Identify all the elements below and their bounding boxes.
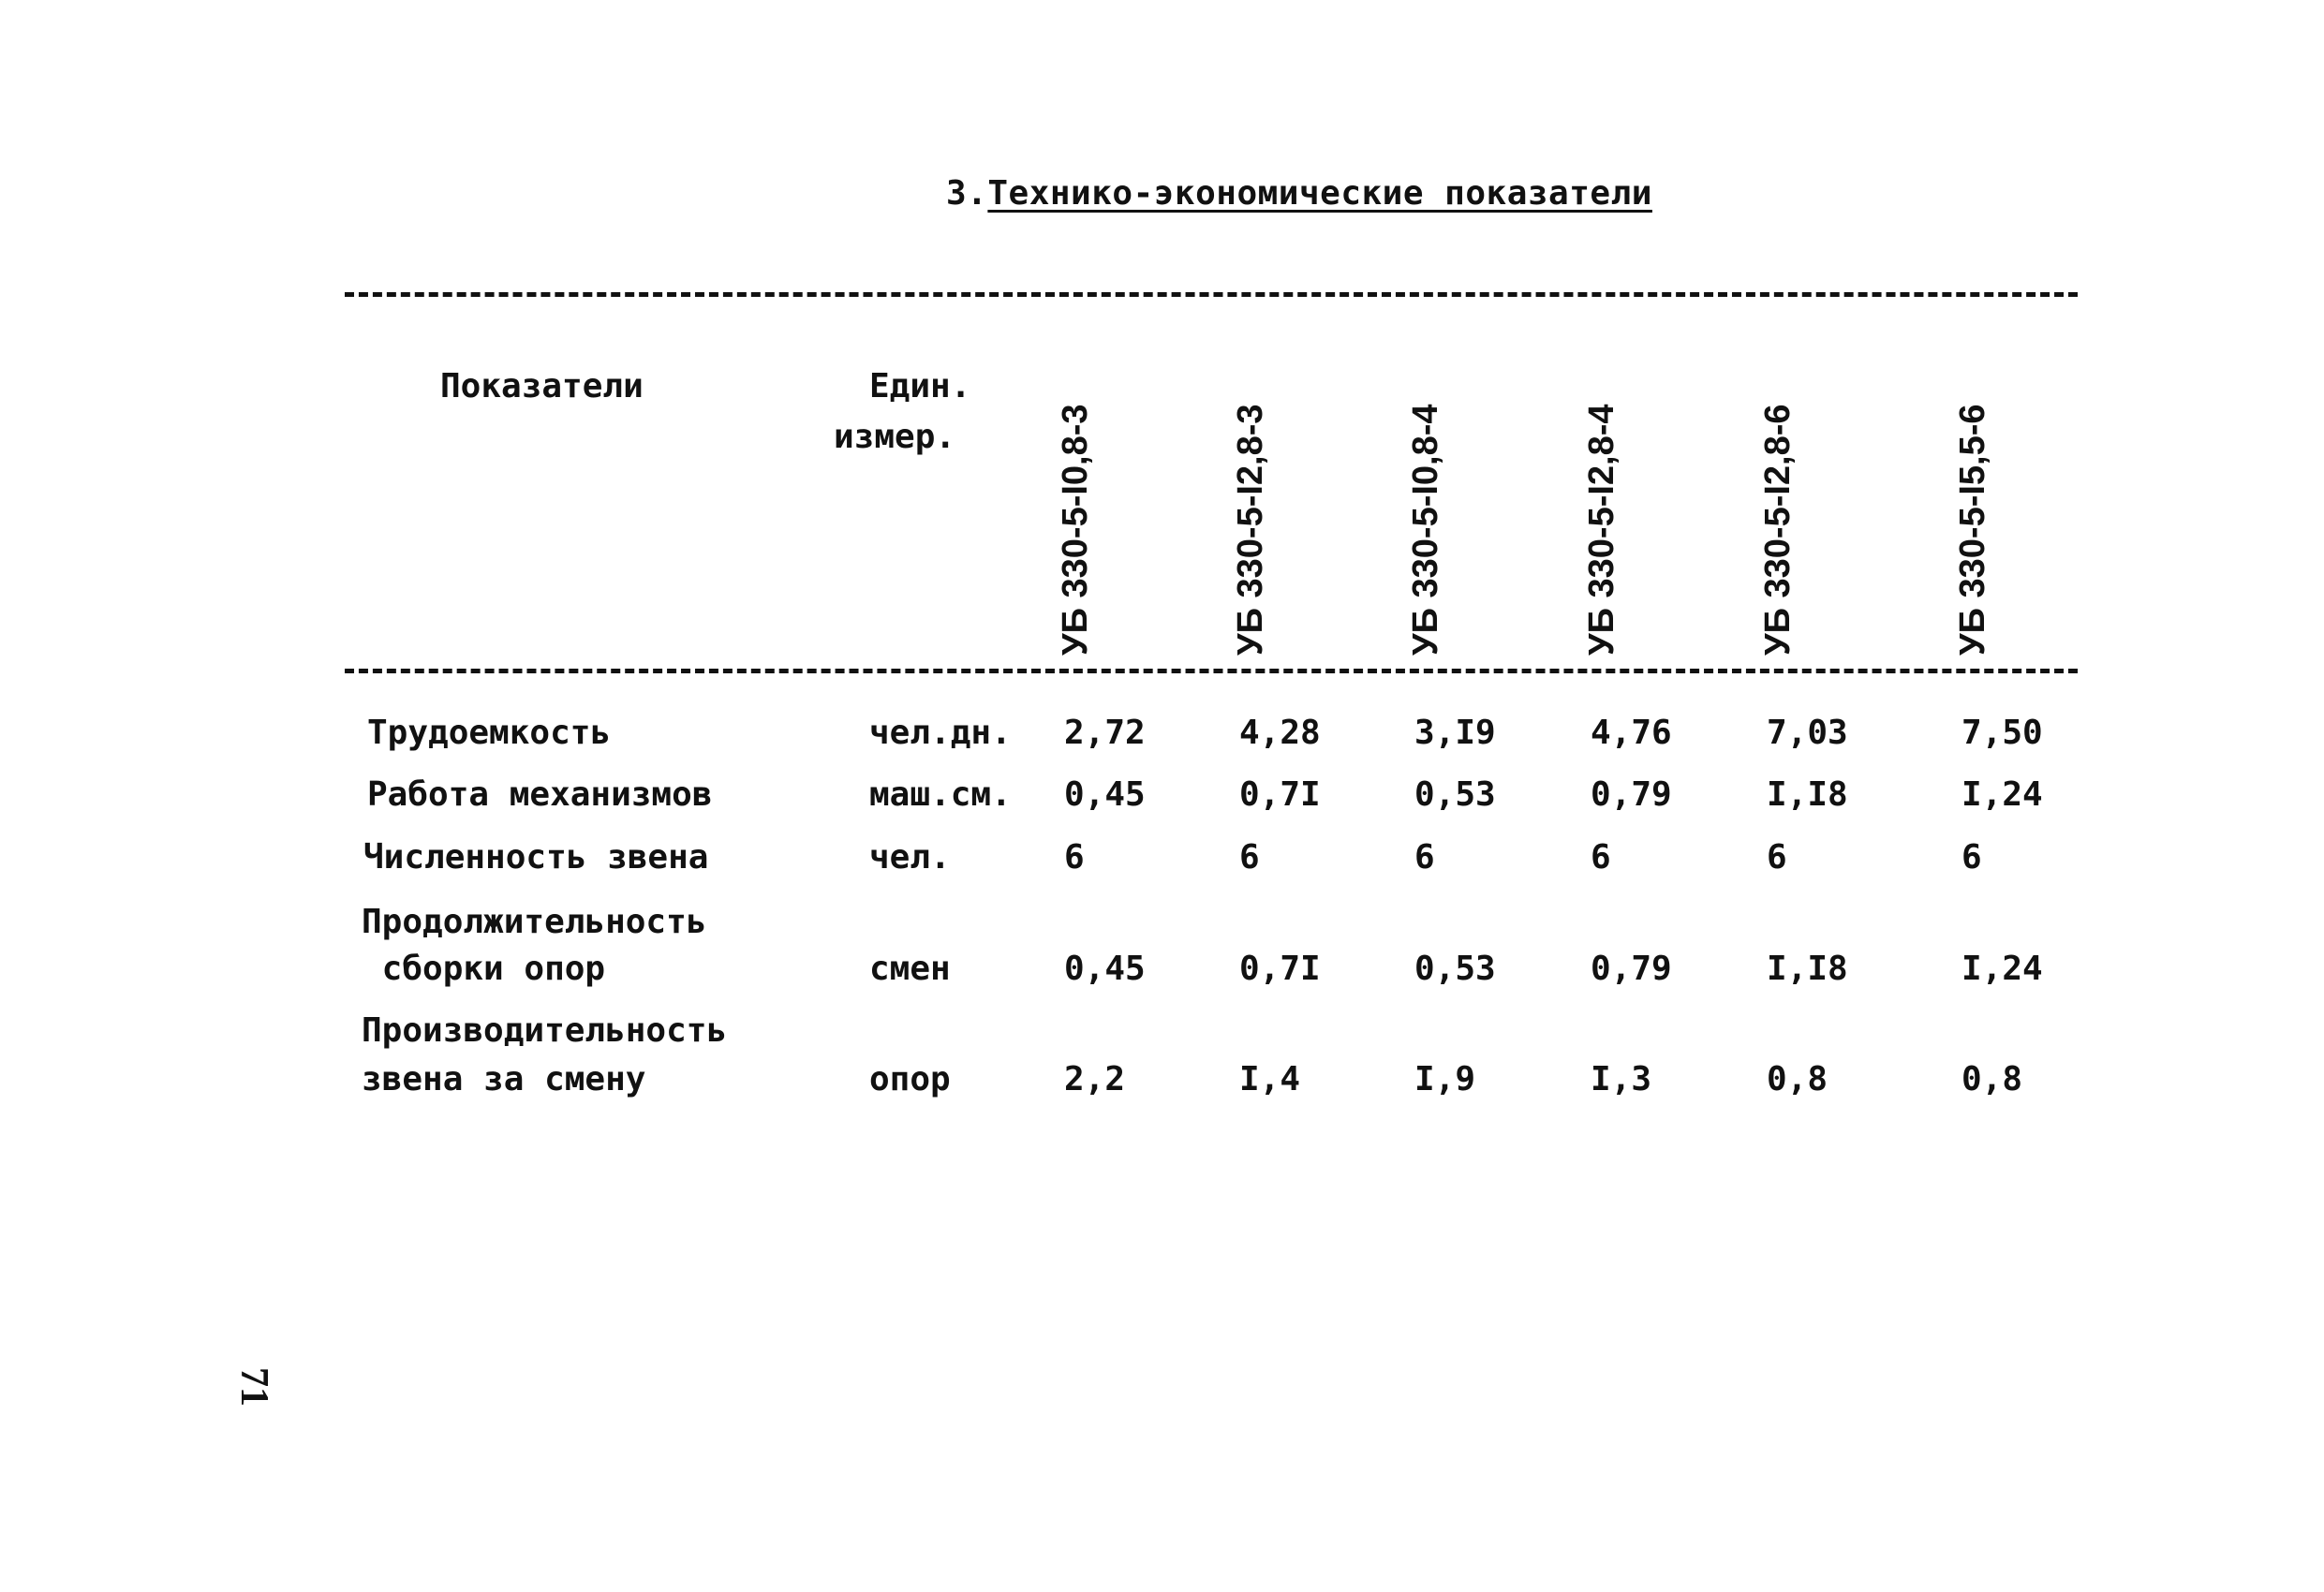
header-indicators: Показатели — [440, 367, 644, 405]
table-cell: 2,2 — [1064, 1060, 1126, 1098]
column-header-3: УБ 330-5-I0,8-4 — [1406, 404, 1445, 656]
row-label-continued: сборки опор — [362, 950, 606, 988]
row-unit: чел. — [869, 838, 951, 877]
row-label: Трудоемкость — [367, 714, 612, 752]
table-cell: 0,45 — [1064, 775, 1146, 814]
table-cell: 0,53 — [1414, 775, 1496, 814]
table-cell: 0,8 — [1767, 1060, 1828, 1098]
row-unit: маш.см. — [869, 775, 1012, 814]
table-cell: 0,79 — [1591, 775, 1672, 814]
row-unit: чел.дн. — [869, 714, 1012, 752]
column-header-2: УБ 330-5-I2,8-3 — [1231, 404, 1270, 656]
row-label-continued: звена за смену — [362, 1060, 646, 1098]
table-cell: 3,I9 — [1414, 714, 1496, 752]
table-top-rule — [345, 292, 2078, 297]
table-cell: 6 — [1414, 838, 1435, 877]
page-number: 71 — [232, 1367, 275, 1407]
table-cell: I,24 — [1961, 950, 2043, 988]
table-cell: 4,76 — [1591, 714, 1672, 752]
row-label: Производительность — [362, 1011, 728, 1050]
table-cell: 0,53 — [1414, 950, 1496, 988]
table-cell: 6 — [1767, 838, 1787, 877]
column-header-4: УБ 330-5-I2,8-4 — [1582, 404, 1621, 656]
row-label: Численность звена — [363, 838, 709, 877]
table-cell: I,9 — [1414, 1060, 1476, 1098]
table-cell: I,I8 — [1767, 950, 1848, 988]
table-cell: 4,28 — [1239, 714, 1321, 752]
table-cell: I,3 — [1591, 1060, 1652, 1098]
column-header-6: УБ 330-5-I5,5-6 — [1953, 404, 1992, 656]
table-cell: I,24 — [1961, 775, 2043, 814]
table-cell: I,I8 — [1767, 775, 1848, 814]
header-unit-line1: Един. — [869, 367, 971, 405]
row-unit: смен — [869, 950, 951, 988]
row-label: Работа механизмов — [367, 775, 713, 814]
row-unit: опор — [869, 1060, 951, 1098]
table-cell: 6 — [1591, 838, 1611, 877]
table-cell: 0,45 — [1064, 950, 1146, 988]
column-header-5: УБ 330-5-I2,8-6 — [1758, 404, 1798, 656]
table-cell: 0,8 — [1961, 1060, 2023, 1098]
table-cell: 0,7I — [1239, 950, 1321, 988]
table-cell: 0,79 — [1591, 950, 1672, 988]
table-cell: 2,72 — [1064, 714, 1146, 752]
table-cell: 7,50 — [1961, 714, 2043, 752]
table-cell: 6 — [1961, 838, 1982, 877]
table-header-rule — [345, 669, 2078, 673]
table-cell: I,4 — [1239, 1060, 1301, 1098]
table-cell: 6 — [1064, 838, 1085, 877]
table-cell: 6 — [1239, 838, 1260, 877]
column-header-1: УБ 330-5-I0,8-3 — [1056, 404, 1095, 656]
header-unit-line2: измер. — [834, 418, 956, 456]
section-number: 3. — [946, 174, 988, 213]
section-title-text: Технико-экономические показатели — [987, 174, 1652, 213]
table-cell: 7,03 — [1767, 714, 1848, 752]
section-title — [946, 174, 1652, 213]
row-label: Продолжительность — [362, 903, 707, 941]
table-cell: 0,7I — [1239, 775, 1321, 814]
